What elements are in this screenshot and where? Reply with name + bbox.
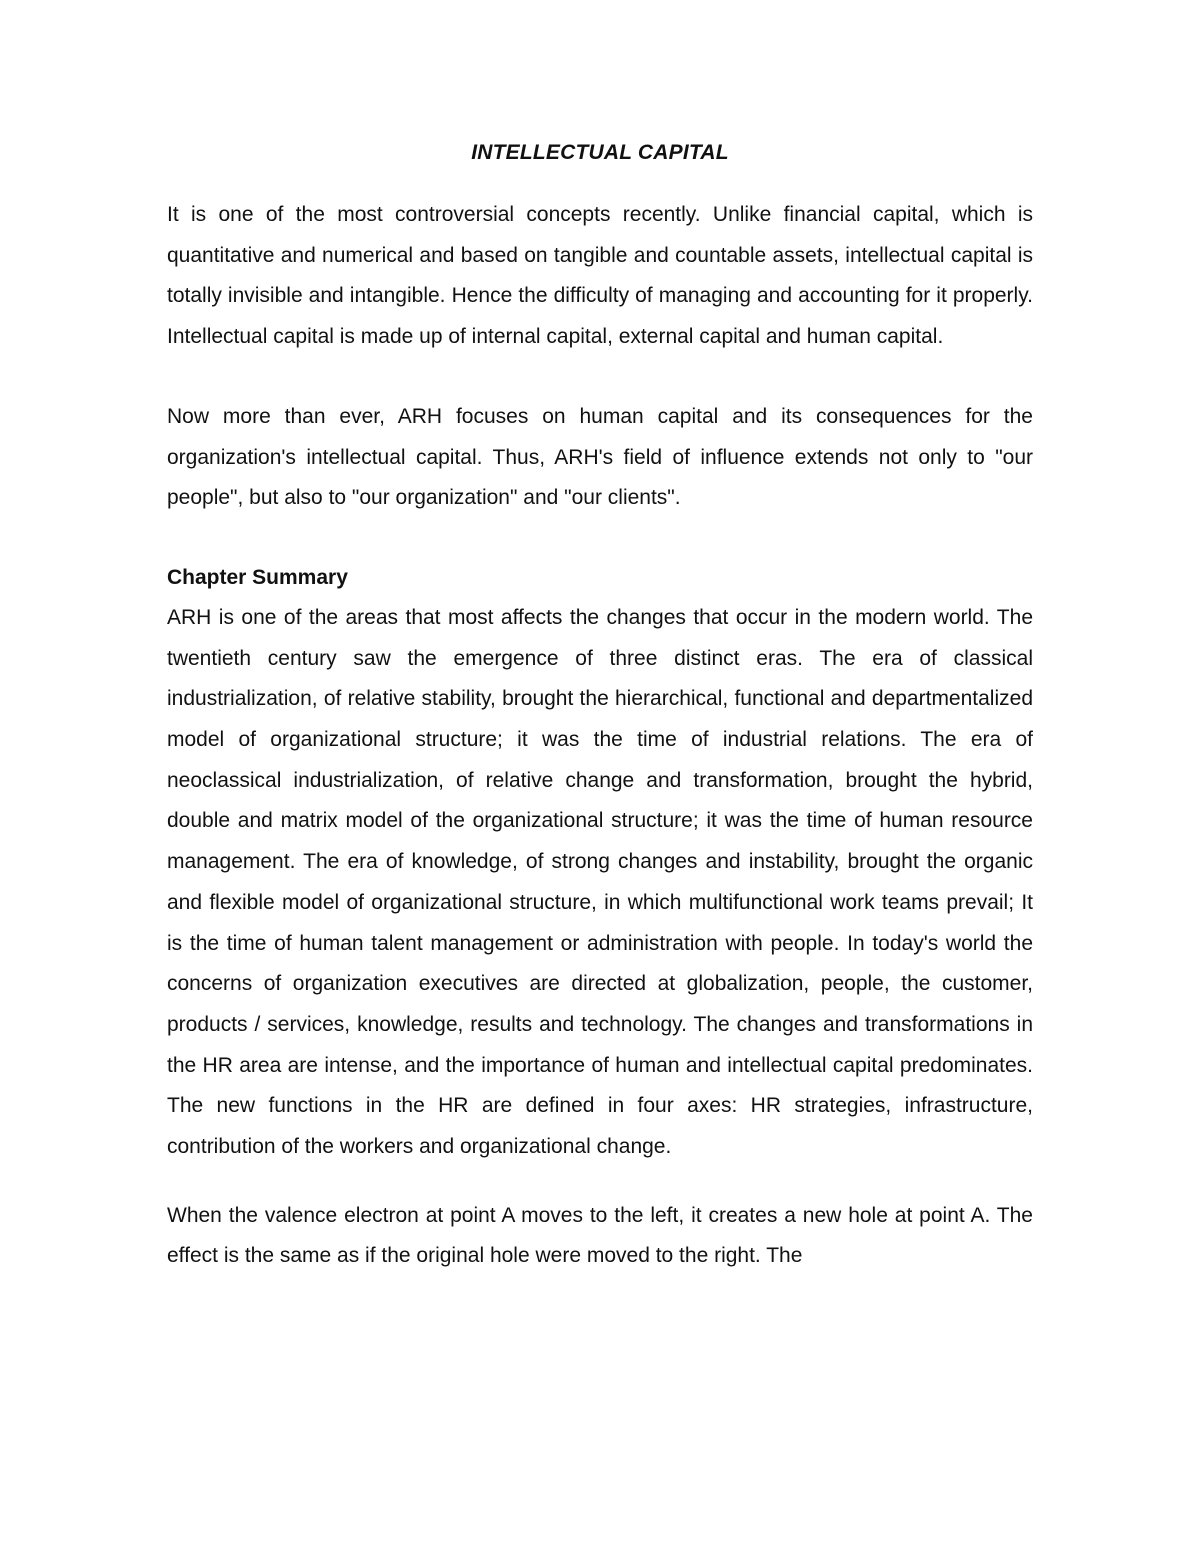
summary-paragraph: ARH is one of the areas that most affects the changes that occur in the modern world. The twentieth century saw the emergence of three distinct eras. The era of classical industrialization, of relative stability, brought the hierarchical, functional and departmentalized model of organizational structure; it was the time of industrial relations. The era of neoclassical industrialization, of relative change and transformation, brought the hybrid, double and matrix model of the organizational structure; it was the time of human resource management. The era of knowledge, of strong changes and instability, brought the organic and flexible model of organizational structure, in which multifunctional work teams prevail; It is the time of human talent management or administration with people. In today's world the concerns of organization executives are directed at globalization, people, the customer, products / services, knowledge, results and technology. The changes and transformations in the HR area are intense, and the importance of human and intellectual capital predominates. The new functions in the HR are defined in four axes: HR strategies, infrastructure, contribution of the workers and organizational change. [167, 605, 1033, 1159]
paragraph-spacer [167, 1168, 1033, 1196]
arh-paragraph: Now more than ever, ARH focuses on human capital and its consequences for the organization's intellectual capital. Thus, ARH's field of influence extends not only to "our people", but also to "our organization" and "our clients". [167, 404, 1033, 510]
document-title: INTELLECTUAL CAPITAL [471, 141, 729, 164]
paragraph-spacer [167, 358, 1033, 397]
paragraph-spacer [167, 519, 1033, 558]
section-heading: Chapter Summary [167, 565, 348, 589]
document-body [167, 133, 1033, 1277]
final-paragraph: When the valence electron at point A moves to the left, it creates a new hole at point A. The effect is the same as if the original hole were moved to the right. The [167, 1203, 1033, 1268]
intro-paragraph: It is one of the most controversial concepts recently. Unlike financial capital, which is quantitative and numerical and based on tangible and countable assets, intellectual capital is totally invisible and intangible. Hence the difficulty of managing and accounting for it properly. Intellectual capital is made up of internal capital, external capital and human capital. [167, 203, 1033, 349]
